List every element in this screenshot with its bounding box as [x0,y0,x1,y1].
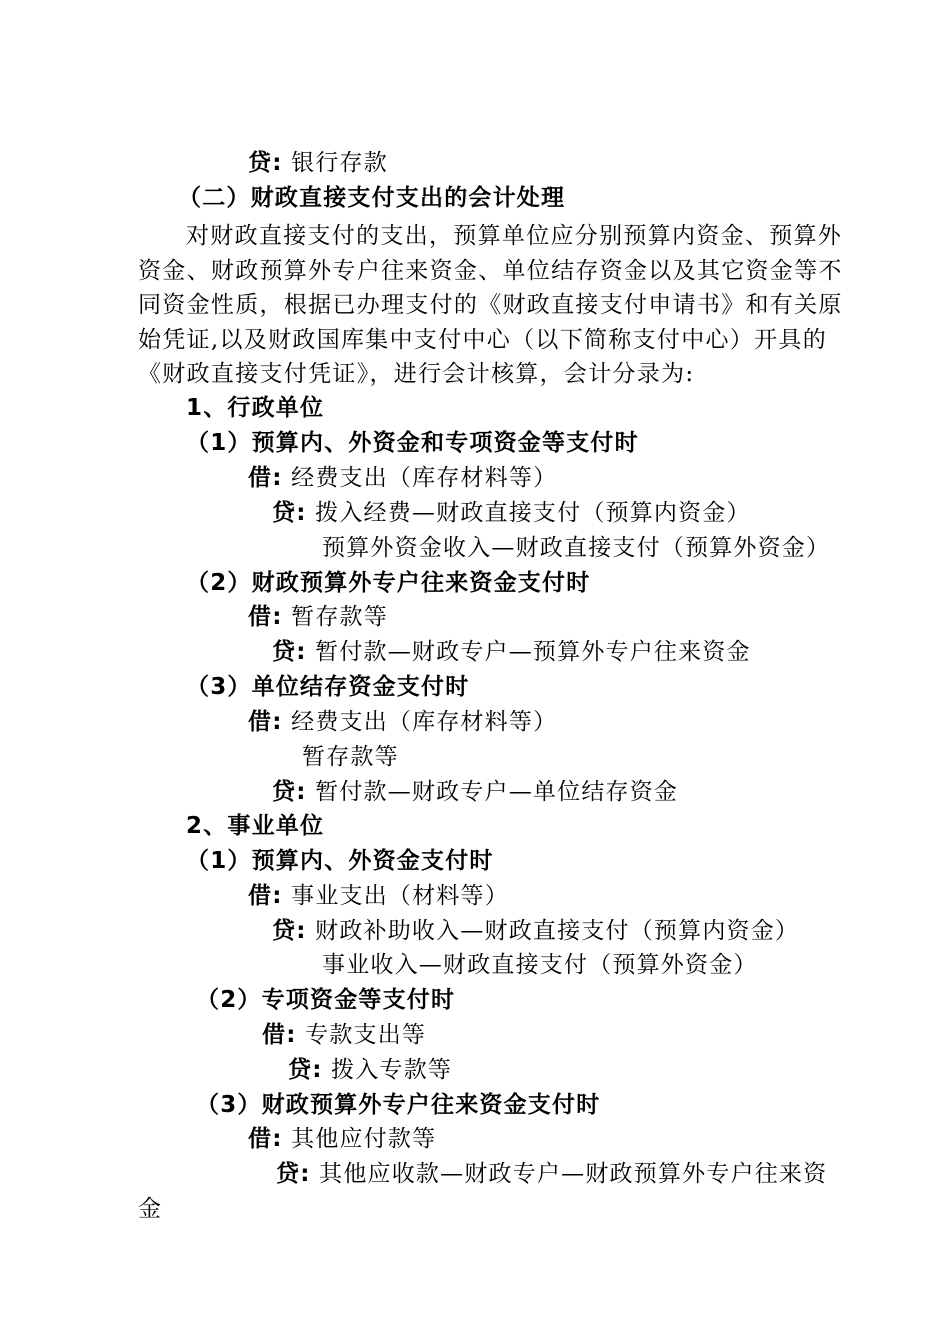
item-heading: （2）财政预算外专户往来资金支付时 [186,570,591,596]
debit-line [248,464,557,492]
debit-line [248,1125,436,1153]
entry-text: 事业支出（材料等） [291,883,509,909]
debit-line [262,1021,426,1049]
paragraph [138,219,860,392]
debit-line [248,882,509,910]
entry-text: 暂付款—财政专户—预算外专户往来资金 [315,639,751,665]
paragraph-line: 资金、财政预算外专户往来资金、单位结存资金以及其它资金等不 [138,257,843,284]
paragraph-line: 同资金性质，根据已办理支付的《财政直接支付申请书》和有关原 [138,292,843,318]
credit-line [288,1056,452,1084]
entry-text: 拨入专款等 [331,1057,453,1083]
credit-label: 贷: [276,1161,311,1187]
paragraph-line: 《财政直接支付凭证》，进行会计核算，会计分录为: [138,361,695,387]
credit-line-wrap: 金 [138,1196,163,1222]
entry-text: 经费支出（库存材料等） [291,709,558,735]
section-heading: （二）财政直接支付支出的会计处理 [178,185,566,211]
entry-text: 暂付款—财政专户—单位结存资金 [315,779,679,805]
credit-label: 贷: [272,500,307,526]
entry-text: 拨入经费—财政直接支付（预算内资金） [315,500,751,526]
paragraph-line: 对财政直接支付的支出，预算单位应分别预算内资金、预算外 [186,223,843,249]
credit-line [272,638,751,666]
debit-line-cont: 暂存款等 [302,744,399,770]
credit-line [272,499,751,527]
subsection-heading: 1、行政单位 [186,395,325,421]
debit-label: 借: [248,604,283,630]
debit-label: 借: [248,465,283,491]
credit-label: 贷: [288,1057,323,1083]
debit-line [248,603,388,631]
credit-line-cont: 事业收入—财政直接支付（预算外资金） [322,952,758,978]
entry-text: 暂存款等 [291,604,388,630]
debit-label: 借: [248,883,283,909]
item-heading: （1）预算内、外资金支付时 [186,848,494,874]
subsection-heading: 2、事业单位 [186,813,325,839]
entry-text: 其他应付款等 [291,1126,437,1152]
entry-text: 财政补助收入—财政直接支付（预算内资金） [315,918,800,944]
credit-label: 贷: [272,779,307,805]
debit-line [248,708,557,736]
item-heading: （2）专项资金等支付时 [196,987,456,1013]
entry-text: 经费支出（库存材料等） [291,465,558,491]
item-heading: （3）财政预算外专户往来资金支付时 [196,1092,601,1118]
entry-text: 其他应收款—财政专户—财政预算外专户往来资 [319,1161,828,1187]
credit-label: 贷: [272,918,307,944]
item-heading: （3）单位结存资金支付时 [186,674,470,700]
item-heading: （1）预算内、外资金和专项资金等支付时 [186,430,639,456]
debit-label: 借: [248,1126,283,1152]
credit-line [276,1160,827,1188]
credit-line-cont: 预算外资金收入—财政直接支付（预算外资金） [322,535,831,561]
credit-line [272,917,799,945]
debit-label: 借: [262,1022,297,1048]
paragraph-line: 始凭证,以及财政国库集中支付中心（以下简称支付中心）开具的 [138,326,828,353]
entry-text: 专款支出等 [305,1022,427,1048]
credit-line [272,778,678,806]
credit-line-bank [248,149,388,177]
entry-text: 银行存款 [291,150,388,176]
debit-label: 借: [248,709,283,735]
credit-label: 贷: [272,639,307,665]
credit-label: 贷: [248,150,283,176]
